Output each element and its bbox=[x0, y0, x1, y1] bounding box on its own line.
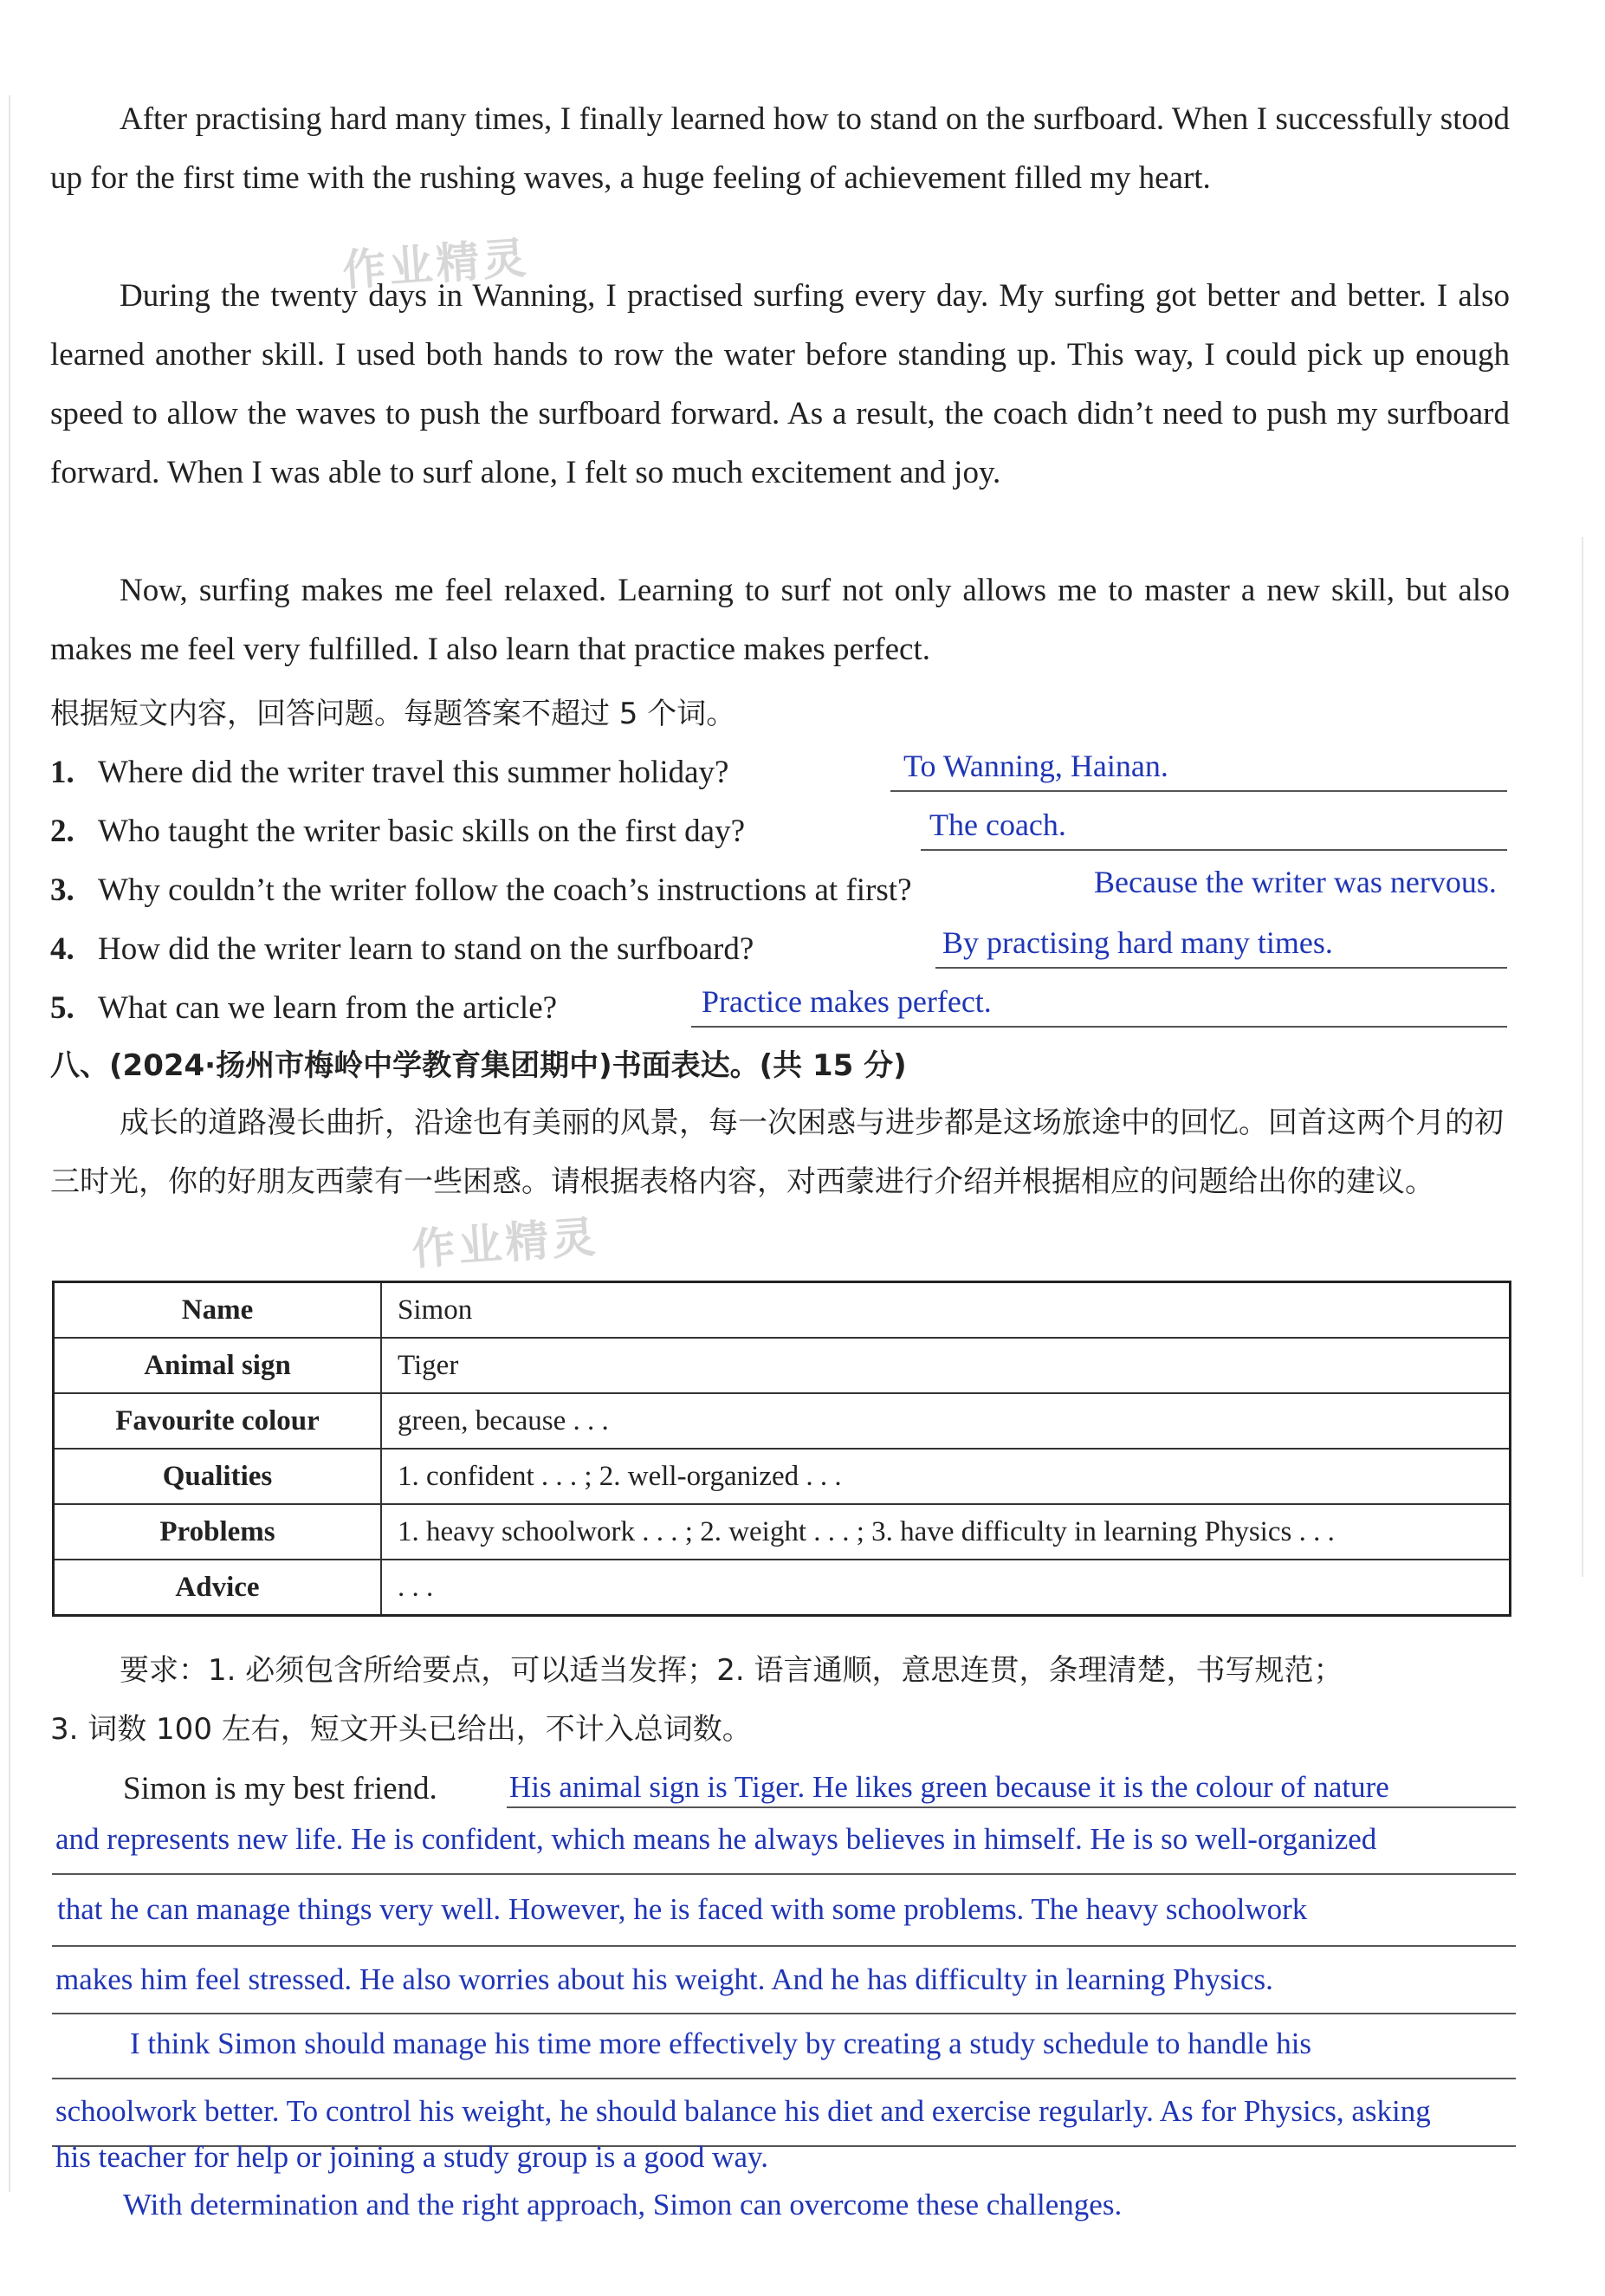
answer-line bbox=[935, 967, 1507, 969]
question-text: What can we learn from the article? bbox=[98, 990, 558, 1026]
essay-rule bbox=[507, 1806, 1516, 1808]
essay-line-6: schoolwork better. To control his weight, he should balance his diet and exercise regularly. As for Physics, asking bbox=[55, 2094, 1431, 2128]
answer-text: Because the writer was nervous. bbox=[1094, 865, 1497, 899]
question-number: 3. bbox=[50, 872, 74, 908]
question-row-2 bbox=[50, 806, 1514, 858]
requirements-line-1: 要求：1. 必须包含所给要点，可以适当发挥；2. 语言通顺，意思连贯，条理清楚，书写规范； bbox=[120, 1653, 1343, 1688]
essay-lead: Simon is my best friend. bbox=[123, 1771, 437, 1806]
question-row-5 bbox=[50, 983, 1514, 1034]
table-row bbox=[54, 1282, 1511, 1339]
table-value: 1. heavy schoolwork . . . ; 2. weight . . . ; 3. have difficulty in learning Physics . . . bbox=[381, 1504, 1511, 1560]
table-value: . . . bbox=[381, 1560, 1511, 1616]
table-row bbox=[54, 1504, 1511, 1560]
page-edge-right bbox=[1582, 537, 1583, 1577]
writing-prompt: 成长的道路漫长曲折，沿途也有美丽的风景，每一次困惑与进步都是这场旅途中的回忆。回首这两个月的初三时光，你的好朋友西蒙有一些困惑。请根据表格内容，对西蒙进行介绍并根据相应的问题给出你的建议。 bbox=[50, 1106, 1504, 1199]
essay-line-8: With determination and the right approach, Simon can overcome these challenges. bbox=[123, 2188, 1123, 2221]
answer-line bbox=[691, 1026, 1507, 1028]
essay-line-1: His animal sign is Tiger. He likes green because it is the colour of nature bbox=[509, 1770, 1389, 1804]
table-key: Animal sign bbox=[54, 1338, 382, 1393]
answer-text: Practice makes perfect. bbox=[702, 984, 992, 1019]
question-number: 2. bbox=[50, 814, 74, 849]
question-number: 1. bbox=[50, 755, 74, 790]
answer-line bbox=[921, 849, 1507, 851]
essay-line-3: that he can manage things very well. However, he is faced with some problems. The heavy schoolwork bbox=[57, 1892, 1308, 1926]
answer-text: By practising hard many times. bbox=[942, 925, 1333, 960]
question-number: 5. bbox=[50, 990, 74, 1026]
question-text: How did the writer learn to stand on the surfboard? bbox=[98, 931, 754, 967]
question-text: Who taught the writer basic skills on the first day? bbox=[98, 814, 746, 849]
question-row-1 bbox=[50, 747, 1514, 799]
table-key: Favourite colour bbox=[54, 1393, 382, 1449]
watermark: 作业精灵 bbox=[340, 232, 532, 296]
essay-line-2: and represents new life. He is confident, which means he always believes in himself. He is so well-organized bbox=[55, 1822, 1377, 1856]
question-row-3 bbox=[50, 865, 1514, 917]
essay-rule bbox=[52, 1873, 1516, 1875]
page-edge-left bbox=[9, 95, 10, 2192]
table-value: Simon bbox=[381, 1282, 1511, 1339]
table-key: Problems bbox=[54, 1504, 382, 1560]
passage-paragraph-1: After practising hard many times, I finally learned how to stand on the surfboard. When I successfully stood up for the first time with the rushing waves, a huge feeling of achievement filled my heart. bbox=[50, 101, 1510, 196]
essay-rule bbox=[52, 2078, 1516, 2079]
instruction-text: 根据短文内容，回答问题。每题答案不超过 5 个词。 bbox=[50, 697, 736, 731]
table-row bbox=[54, 1449, 1511, 1504]
table-value: Tiger bbox=[381, 1338, 1511, 1393]
table-value: green, because . . . bbox=[381, 1393, 1511, 1449]
essay-line-4: makes him feel stressed. He also worries about his weight. And he has difficulty in learning Physics. bbox=[55, 1962, 1273, 1996]
table-row bbox=[54, 1393, 1511, 1449]
essay-rule bbox=[52, 1945, 1516, 1947]
section-heading: 八、(2024·扬州市梅岭中学教育集团期中)书面表达。(共 15 分) bbox=[50, 1048, 907, 1083]
question-text: Why couldn’t the writer follow the coach’s instructions at first? bbox=[98, 872, 912, 908]
passage-paragraph-3: Now, surfing makes me feel relaxed. Learning to surf not only allows me to master a new skill, but also makes me feel very fulfilled. I also learn that practice makes perfect. bbox=[50, 573, 1510, 667]
answer-line bbox=[890, 790, 1507, 792]
essay-line-7: his teacher for help or joining a study group is a good way. bbox=[55, 2140, 768, 2174]
table-key: Qualities bbox=[54, 1449, 382, 1504]
table-row bbox=[54, 1560, 1511, 1616]
answer-text: To Wanning, Hainan. bbox=[903, 749, 1168, 783]
essay-line-5: I think Simon should manage his time more effectively by creating a study schedule to handle his bbox=[130, 2027, 1312, 2060]
essay-rule bbox=[52, 2013, 1516, 2014]
table-key: Advice bbox=[54, 1560, 382, 1616]
info-table bbox=[52, 1281, 1511, 1617]
table-value: 1. confident . . . ; 2. well-organized . . . bbox=[381, 1449, 1511, 1504]
question-number: 4. bbox=[50, 931, 74, 967]
requirements-line-2: 3. 词数 100 左右，短文开头已给出，不计入总词数。 bbox=[50, 1712, 752, 1747]
passage-paragraph-2: During the twenty days in Wanning, I practised surfing every day. My surfing got better and better. I also learned another skill. I used both hands to row the water before standing up. This way, I could pick up enough speed to allow the waves to push the surfboard forward. As a result, the coach didn’t need to push my surfboard forward. When I was able to surf alone, I felt so much excitement and joy. bbox=[50, 278, 1510, 490]
table-row bbox=[54, 1338, 1511, 1393]
table-key: Name bbox=[54, 1282, 382, 1339]
question-text: Where did the writer travel this summer holiday? bbox=[98, 755, 729, 790]
question-row-4 bbox=[50, 924, 1514, 976]
watermark: 作业精灵 bbox=[410, 1211, 601, 1275]
answer-text: The coach. bbox=[929, 807, 1066, 842]
